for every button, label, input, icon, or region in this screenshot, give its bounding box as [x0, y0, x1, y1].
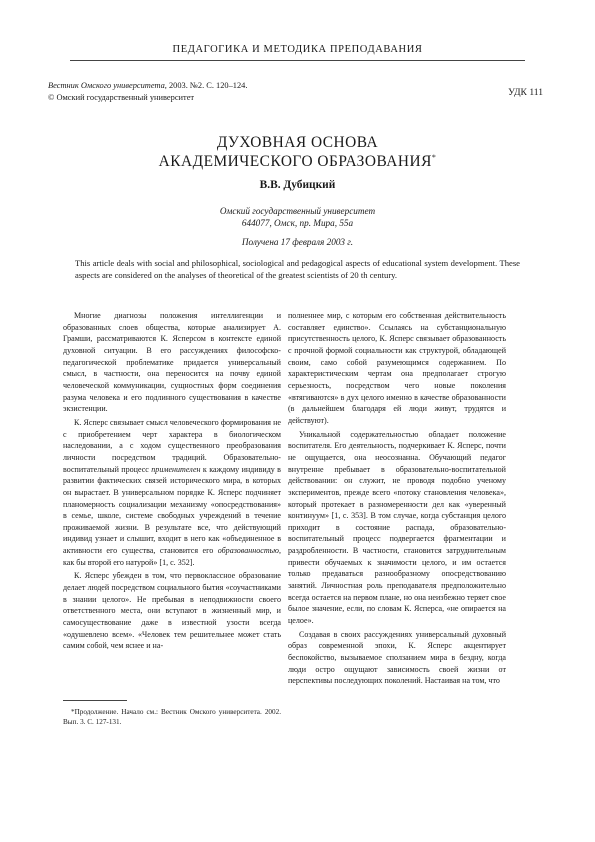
paragraph: Уникальной содержательностью обладает положение воспитателя. Его деятельность, подчеркивает К. Ясперс, почти не ощущается, она неосознанна. Обучающий педагог внутренне пребывает в образовательно-воспитательной действовании: он служит, не проводя подобно ученому экспериментов, прежде всего «потоку становления человека», который протекает в разномеренности дел как «уверенный континуум» [1, с. 353]. В том случае, когда субстанция целого приходит в состояние распада, образовательно-воспитательный процесс подвергается фрагментации и раздробленности. В частности, становится затруднительным привести обучаемых к значимости целого, и им остается только предаваться разнообразному опосредствованию занятий. Личностная роль преподавателя предположительно всегда остается на первом плане, но она неизбежно теряет свое былое значение, если, по словам К. Ясперса, «не опирается на целое».	[288, 429, 506, 626]
title-line-2: АКАДЕМИЧЕСКОГО ОБРАЗОВАНИЯ	[158, 153, 432, 170]
footnote-rule	[63, 700, 127, 701]
citation-details: , 2003. №2. С. 120–124.	[164, 81, 248, 90]
abstract: This article deals with social and philosophical, sociological and pedagogical aspects of educational system development. These aspects are considered on the analyses of theoretical of the greatest scientists of 20 th century.	[75, 258, 520, 280]
emphasis-text: образованностью	[217, 546, 279, 556]
left-column	[63, 310, 281, 652]
paragraph: К. Ясперс убежден в том, что первоклассное образование делает людей посредством социального бытия «соучастниками в знании целого». Не пребывая в неподвижности своего ответственного места, они вступают в жизненный мир, и самосуществование даже в известной узости всегда «одушевлено всем». «Человек тем решительнее может стать самим собой, чем яснее и на-	[63, 571, 281, 651]
affiliation-org: Омский государственный университет	[219, 206, 376, 216]
text-run: К. Ясперс связывает смысл человеческого формирования не с приобретением черт характера в биологическом наследовании, а с ходом существенного преобразования личности посредством традиций. Образовательно-воспитательный процесс	[63, 417, 281, 474]
running-head: ПЕДАГОГИКА И МЕТОДИКА ПРЕПОДАВАНИЯ	[172, 44, 423, 55]
right-column	[288, 310, 506, 687]
title-footnote-marker: *	[431, 152, 437, 162]
paragraph	[63, 417, 281, 569]
text-run: к каждому индивиду в развитии фактических связей исторического мира, в которых он вырастает. В универсальном порядке К. Ясперс подчиняет планомерность социализации механизму «опосредствования» в семье, школе, системе свободных учреждений в течение проживаемой жизни. В результате все, что действующий индивид узнает и слышит, входит в него как «объединенное в активности его существа, становится его	[63, 464, 281, 556]
journal-name: Вестник Омского университета	[48, 81, 165, 90]
header-rule	[70, 60, 525, 61]
footnote: *Продолжение. Начало см.: Вестник Омского университета. 2002. Вып. 3. С. 127-131.	[63, 708, 281, 726]
emphasis-text: применителен	[151, 464, 201, 474]
received-date: Получена 17 февраля 2003 г.	[241, 237, 354, 247]
paragraph: Многие диагнозы положения интеллигенции и образованных слоев общества, которые анализирует А. Грамши, рассматриваются К. Ясперсом в контексте единой духовной ситуации. В его рассуждениях философско-педагогической проблематике придается универсальный смысл, в частности, она переносится на почву единой человеческой коммуникации, сущностных форм соединения разума человека и его подлинного существования в качестве экзистенции.	[63, 311, 281, 414]
copyright-line: © Омский государственный университет	[48, 93, 195, 102]
article-title	[0, 133, 595, 171]
text-run: , как бы второй его натурой» [1, с. 352].	[63, 546, 281, 567]
author-name: В.В. Дубицкий	[259, 179, 336, 191]
paragraph: Создавая в своих рассуждениях универсальный духовный образ современной эпохи, К. Ясперс акцентирует беспокойство, вызываемое сползанием мира в бездну, когда люди остро ощущают зависимость своей жизни от перспективы последующих поколений. Настаивая на том, что	[288, 629, 506, 686]
citation-block	[48, 80, 247, 104]
affiliation-address: 644077, Омск, пр. Мира, 55а	[241, 218, 354, 228]
udk-code: УДК 111	[508, 87, 543, 98]
affiliation	[0, 205, 595, 229]
citation-line	[48, 80, 247, 92]
paragraph: полненнее мир, с которым его собственная действительность составляет единство». Ссылаясь на субстанциональную присутственность целого, К. Ясперс связывает образованность с прочной формой социальности как структурой, обладающей своим, само собой разумеющимся содержанием. По характеристическим чертам она предполагает строгую серьезность, посредством чего новые поколения «втягиваются» в дух целого именно в качестве образованности (в дальнейшем благодаря ей люди живут, трудятся и действуют).	[288, 311, 506, 425]
title-line-1: ДУХОВНАЯ ОСНОВА	[216, 134, 379, 151]
